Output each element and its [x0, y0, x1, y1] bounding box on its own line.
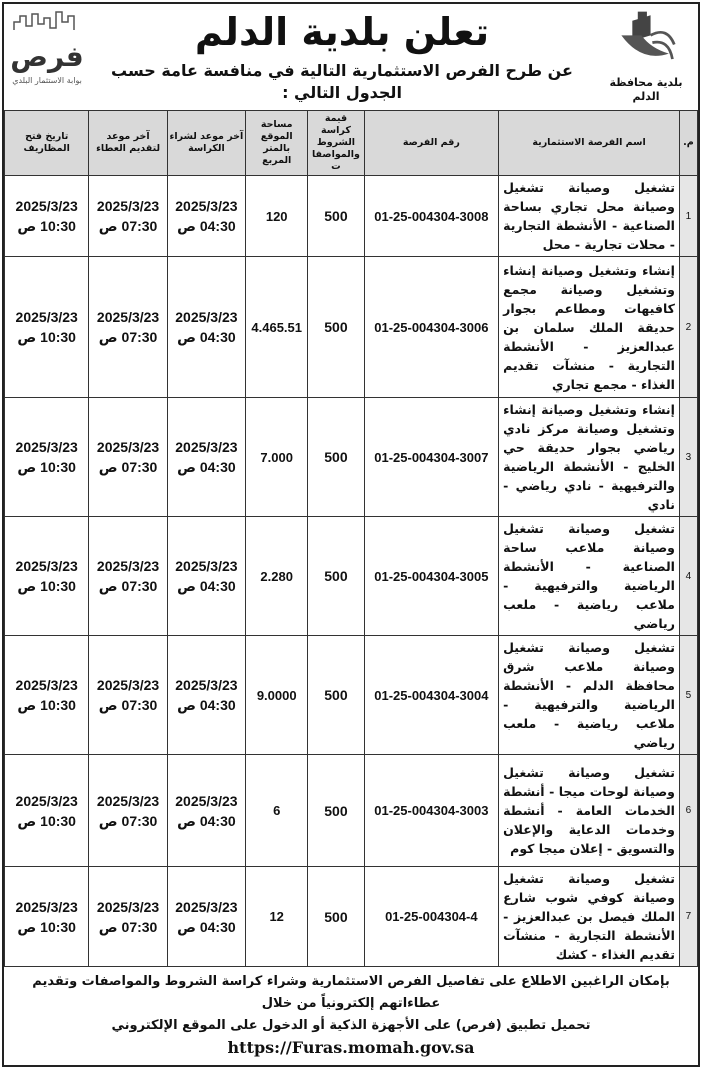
bid-deadline	[89, 257, 167, 398]
site-area: 6	[246, 755, 308, 867]
row-index: 3	[679, 398, 697, 517]
opportunity-name: إنشاء وتشغيل وصيانة إنشاء وتشغيل وصيانة مجمع كافيهات ومطاعم بجوار حديقة الملك سلمان بن عبدالعزيز - الأنشطة التجارية - منشآت تقديم الغذاء - مجمع تجاري	[499, 257, 680, 398]
open-time: 10:30 ص	[17, 459, 76, 475]
bid-date: 2025/3/23	[96, 309, 160, 325]
buy-time: 04:30 ص	[177, 812, 236, 829]
opportunity-number: 01-25-004304-3004	[364, 636, 499, 755]
open-deadline	[5, 517, 89, 636]
opportunity-name: تشغيل وصيانة تشغيل وصيانة كوفي شوب شارع الملك فيصل بن عبدالعزيز - الأنشطة التجارية - منشآت تقديم الغذاء - كشك	[499, 867, 680, 967]
opportunity-name: تشغيل وصيانة تشغيل وصيانة محل تجاري بساحة الصناعية - الأنشطة التجارية - محلات تجارية - محل	[499, 176, 680, 257]
col-buy-deadline: آخر موعد لشراء الكراسة	[167, 111, 245, 176]
footer-note	[4, 967, 698, 1061]
bid-deadline	[89, 867, 167, 967]
open-date: 2025/3/23	[15, 439, 78, 455]
buy-deadline	[167, 176, 245, 257]
site-area: 120	[246, 176, 308, 257]
col-number: رقم الفرصة	[364, 111, 499, 176]
buy-deadline	[167, 636, 245, 755]
opportunity-number: 01-25-004304-3007	[364, 398, 499, 517]
bid-deadline	[89, 398, 167, 517]
col-index: م.	[679, 111, 697, 176]
opportunity-number: 01-25-004304-3003	[364, 755, 499, 867]
bid-date: 2025/3/23	[96, 792, 160, 809]
open-time: 10:30 ص	[17, 329, 76, 345]
row-index: 5	[679, 636, 697, 755]
booklet-price: 500	[308, 257, 364, 398]
ad-header	[4, 4, 698, 110]
bid-date: 2025/3/23	[96, 677, 160, 693]
municipality-logo	[596, 8, 696, 104]
buy-date: 2025/3/23	[175, 198, 238, 214]
page-title: تعلن بلدية الدلم	[194, 10, 490, 54]
col-area: مساحة الموقع بالمتر المربع	[246, 111, 308, 176]
municipality-logo-caption: بلدية محافظة الدلم	[609, 76, 683, 103]
open-time: 10:30 ص	[17, 578, 76, 594]
footer-line-1: بإمكان الراغبين الاطلاع على تفاصيل الفرص الاستثمارية وشراء كراسة الشروط والمواصفات وتقديم عطاءاتهم إلكترونياً من خلال	[32, 974, 670, 1011]
table-row	[5, 257, 698, 398]
open-deadline	[5, 398, 89, 517]
buy-time: 04:30 ص	[177, 918, 236, 935]
booklet-price: 500	[308, 176, 364, 257]
website-link[interactable]: https://Furas.momah.gov.sa	[227, 1038, 475, 1057]
open-date: 2025/3/23	[15, 677, 78, 693]
furas-logo-word: فرص	[10, 40, 84, 73]
row-index: 4	[679, 517, 697, 636]
row-index: 6	[679, 755, 697, 867]
buy-deadline	[167, 517, 245, 636]
buy-deadline	[167, 257, 245, 398]
fort-palm-emblem-icon	[611, 8, 681, 70]
bid-time: 07:30 ص	[98, 697, 158, 713]
table-row	[5, 398, 698, 517]
bid-deadline	[89, 176, 167, 257]
open-deadline	[5, 867, 89, 967]
buy-time: 04:30 ص	[177, 329, 236, 345]
buy-time: 04:30 ص	[177, 218, 236, 234]
bid-deadline	[89, 517, 167, 636]
bid-time: 07:30 ص	[98, 329, 158, 345]
open-deadline	[5, 636, 89, 755]
opportunities-table	[4, 110, 698, 967]
open-deadline	[5, 755, 89, 867]
buy-time: 04:30 ص	[177, 459, 236, 475]
buy-date: 2025/3/23	[175, 309, 238, 325]
col-name: اسم الفرصة الاستثمارية	[499, 111, 680, 176]
open-time: 10:30 ص	[17, 218, 76, 234]
bid-deadline	[89, 755, 167, 867]
furas-logo	[6, 8, 88, 104]
bid-time: 07:30 ص	[98, 578, 158, 594]
ad-frame	[2, 2, 700, 1067]
open-date: 2025/3/23	[15, 558, 78, 574]
open-date: 2025/3/23	[15, 792, 78, 809]
table-row	[5, 867, 698, 967]
table-header-row	[5, 111, 698, 176]
bid-time: 07:30 ص	[98, 218, 158, 234]
bid-time: 07:30 ص	[98, 918, 158, 935]
opportunity-number: 01-25-004304-4	[364, 867, 499, 967]
table-row	[5, 176, 698, 257]
opportunity-number: 01-25-004304-3008	[364, 176, 499, 257]
footer-line-2: تحميل تطبيق (فرص) على الأجهزة الذكية أو الدخول على الموقع الإلكتروني	[111, 1018, 591, 1033]
buy-time: 04:30 ص	[177, 578, 236, 594]
buy-deadline	[167, 398, 245, 517]
open-deadline	[5, 176, 89, 257]
bid-date: 2025/3/23	[96, 439, 160, 455]
bid-date: 2025/3/23	[96, 198, 160, 214]
bid-time: 07:30 ص	[98, 812, 158, 829]
open-time: 10:30 ص	[17, 918, 76, 935]
table-row	[5, 636, 698, 755]
table-row	[5, 755, 698, 867]
buy-deadline	[167, 755, 245, 867]
buy-date: 2025/3/23	[175, 558, 238, 574]
page-subtitle: عن طرح الفرص الاستثمارية التالية في منافسة عامة حسب الجدول التالي :	[111, 61, 573, 102]
opportunity-number: 01-25-004304-3005	[364, 517, 499, 636]
open-date: 2025/3/23	[15, 309, 78, 325]
col-bid-deadline: آخر موعد لتقديم العطاء	[89, 111, 167, 176]
site-area: 12	[246, 867, 308, 967]
open-date: 2025/3/23	[15, 198, 78, 214]
header-text	[88, 8, 596, 104]
bid-time: 07:30 ص	[98, 459, 158, 475]
buy-date: 2025/3/23	[175, 439, 238, 455]
booklet-price: 500	[308, 517, 364, 636]
booklet-price: 500	[308, 755, 364, 867]
buy-date: 2025/3/23	[175, 898, 238, 915]
opportunity-name: تشغيل وصيانة تشغيل وصيانة ملاعب شرق محافظة الدلم - الأنشطة الرياضية والترفيهية - ملاعب رياضية - ملعب رياضي	[499, 636, 680, 755]
buy-date: 2025/3/23	[175, 677, 238, 693]
open-deadline	[5, 257, 89, 398]
buy-date: 2025/3/23	[175, 792, 238, 809]
row-index: 7	[679, 867, 697, 967]
booklet-price: 500	[308, 867, 364, 967]
bid-deadline	[89, 636, 167, 755]
row-index: 1	[679, 176, 697, 257]
opportunity-name: تشغيل وصيانة تشغيل وصيانة لوحات ميجا - أنشطة الخدمات العامة - أنشطة وخدمات الدعاية والإعلان والتسويق - إعلان ميجا كوم	[499, 755, 680, 867]
site-area: 7.000	[246, 398, 308, 517]
site-area: 2.280	[246, 517, 308, 636]
booklet-price: 500	[308, 398, 364, 517]
opportunity-name: إنشاء وتشغيل وصيانة إنشاء وتشغيل وصيانة مركز نادي رياضي بجوار حديقة حي الخليج - الأنشطة الرياضية والترفيهية - نادي رياضي - نادي	[499, 398, 680, 517]
bid-date: 2025/3/23	[96, 898, 160, 915]
open-time: 10:30 ص	[17, 812, 76, 829]
furas-logo-caption: بوابة الاستثمار البلدي	[12, 76, 82, 85]
open-date: 2025/3/23	[15, 898, 78, 915]
site-area: 4.465.51	[246, 257, 308, 398]
open-time: 10:30 ص	[17, 697, 76, 713]
booklet-price: 500	[308, 636, 364, 755]
row-index: 2	[679, 257, 697, 398]
opportunity-name: تشغيل وصيانة تشغيل وصيانة ملاعب ساحة الصناعية - الأنشطة الرياضية والترفيهية - ملاعب رياضية - ملعب رياضي	[499, 517, 680, 636]
table-row	[5, 517, 698, 636]
site-area: 9.0000	[246, 636, 308, 755]
city-skyline-icon	[12, 8, 82, 32]
buy-deadline	[167, 867, 245, 967]
col-opening-date: تاريخ فتح المظاريف	[5, 111, 89, 176]
col-price: قيمة كراسة الشروط والمواصفات	[308, 111, 364, 176]
bid-date: 2025/3/23	[96, 558, 160, 574]
opportunity-number: 01-25-004304-3006	[364, 257, 499, 398]
buy-time: 04:30 ص	[177, 697, 236, 713]
